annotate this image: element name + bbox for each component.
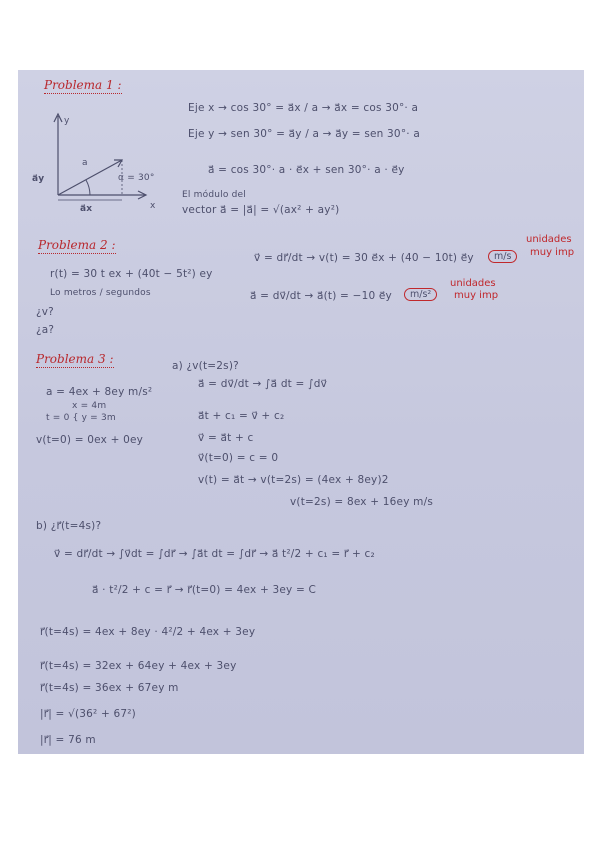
p2-note-1a: unidades <box>526 234 572 245</box>
p2-units: Lo metros / segundos <box>50 288 151 298</box>
p2-note-1b: muy imp <box>530 247 575 258</box>
p3-b-step-5: r⃗(t=4s) = 36ex + 67ey m <box>40 682 179 694</box>
p3-given-v0: v(t=0) = 0ex + 0ey <box>36 434 144 446</box>
p3-a-step-1: a⃗ = dv⃗/dt → ∫a⃗ dt = ∫dv⃗ <box>198 378 328 390</box>
p2-velocity-unit: m/s <box>488 250 517 263</box>
p3-b-step-6: |r⃗| = √(36² + 67²) <box>40 708 136 720</box>
diagram-ay-label: a⃗y <box>32 174 45 184</box>
p2-note-2a: unidades <box>450 278 496 289</box>
p3-b-step-2: a⃗ · t²/2 + c = r⃗ → r⃗(t=0) = 4ex + 3ey = C <box>92 584 317 596</box>
p2-question-v: ¿v? <box>36 306 54 318</box>
p1-line-1: Eje x → cos 30° = a⃗x / a → a⃗x = cos 30°· a <box>188 102 419 114</box>
p3-given-accel: a = 4ex + 8ey m/s² <box>46 386 153 398</box>
p3-b-result: |r⃗| = 76 m <box>40 734 96 746</box>
problem-3-title: Problema 3 : <box>36 352 114 366</box>
diagram-y-label: y <box>64 116 70 126</box>
diagram-x-label: x <box>150 201 156 211</box>
p3-a-step-3: v⃗ = a⃗t + c <box>198 432 254 444</box>
problem-2-title: Problema 2 : <box>38 238 116 252</box>
p1-line-2: Eje y → sen 30° = a⃗y / a → a⃗y = sen 30°· a <box>188 128 420 140</box>
p3-given-y: t = 0 { y = 3m <box>46 413 116 423</box>
p3-a-step-4: v⃗(t=0) = c = 0 <box>198 452 279 464</box>
diagram-a-label: a <box>82 158 88 168</box>
p3-b-step-3: r⃗(t=4s) = 4ex + 8ey · 4²/2 + 4ex + 3ey <box>40 626 256 638</box>
p3-a-result: v(t=2s) = 8ex + 16ey m/s <box>290 496 433 508</box>
p2-acceleration-unit: m/s² <box>404 288 437 301</box>
p2-question-a: ¿a? <box>36 324 55 336</box>
p3-b-step-4: r⃗(t=4s) = 32ex + 64ey + 4ex + 3ey <box>40 660 237 672</box>
p3-a-step-2: a⃗t + c₁ = v⃗ + c₂ <box>198 410 285 422</box>
notebook-page <box>18 70 584 754</box>
p3-b-step-1: v⃗ = dr⃗/dt → ∫v⃗dt = ∫dr⃗ → ∫a⃗t dt = ∫dr⃗ → a⃗ t²/2 + c₁ = r⃗ + c₂ <box>54 548 375 560</box>
p2-velocity: v⃗ = dr⃗/dt → v(t) = 30 e⃗x + (40 − 10t) e⃗y <box>254 252 474 264</box>
p1-modulo-1: El módulo del <box>182 190 246 200</box>
problem-1-title: Problema 1 : <box>44 78 122 92</box>
diagram-ax-label: a⃗x <box>80 204 93 214</box>
p1-line-3: a⃗ = cos 30°· a · e⃗x + sen 30°· a · e⃗y <box>208 164 405 176</box>
p1-modulo-2: vector a⃗ = |a⃗| = √(ax² + ay²) <box>182 204 340 216</box>
p2-acceleration: a⃗ = dv⃗/dt → a⃗(t) = −10 e⃗y <box>250 290 392 302</box>
p3-part-a: a) ¿v(t=2s)? <box>172 360 239 372</box>
p2-position: r(t) = 30 t ex + (40t − 5t²) ey <box>50 268 213 280</box>
p3-part-b: b) ¿r⃗(t=4s)? <box>36 520 102 532</box>
p3-given-x: x = 4m <box>72 401 107 411</box>
p2-note-2b: muy imp <box>454 290 499 301</box>
p3-a-step-5: v(t) = a⃗t → v(t=2s) = (4ex + 8ey)2 <box>198 474 389 486</box>
diagram-angle-label: α = 30° <box>118 173 155 183</box>
